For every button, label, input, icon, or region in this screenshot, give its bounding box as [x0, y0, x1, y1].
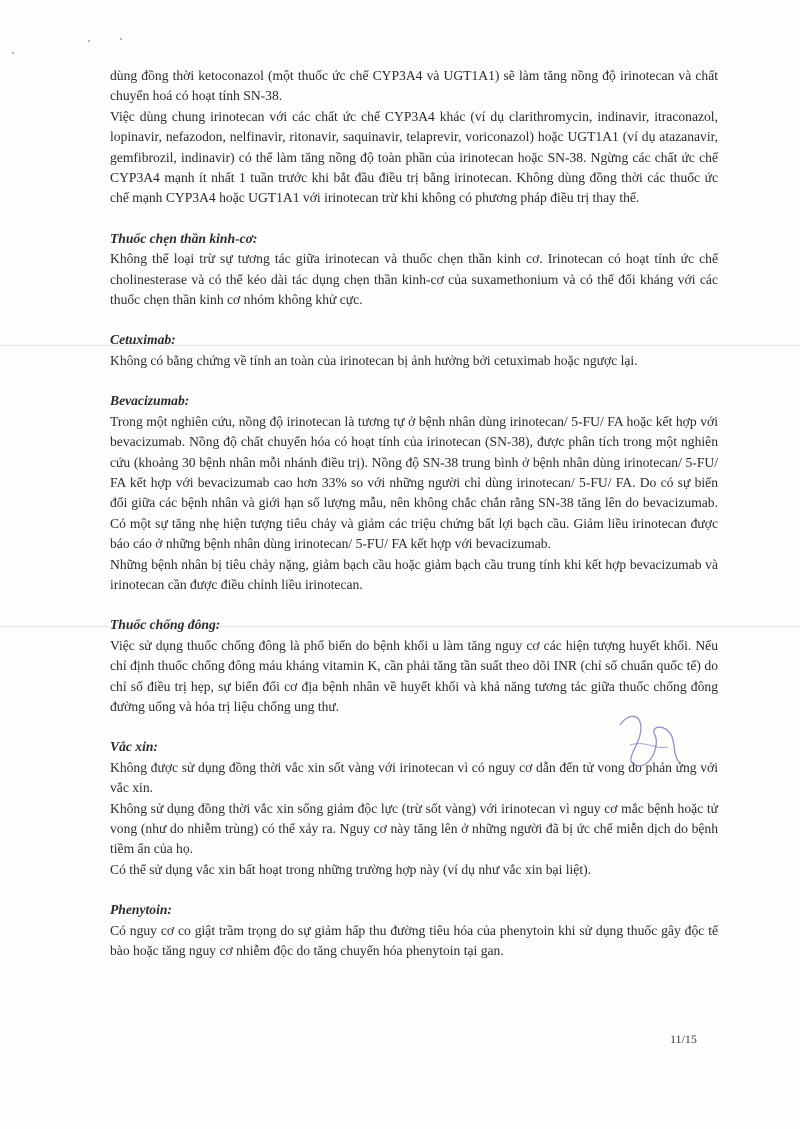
section-heading: Cetuximab:	[110, 332, 176, 348]
scan-speck	[12, 52, 14, 54]
signature-mark	[600, 705, 690, 775]
section-heading: Thuốc chẹn thần kinh-cơ:	[110, 230, 258, 246]
body-paragraph: dùng đồng thời ketoconazol (một thuốc ức chế CYP3A4 và UGT1A1) sẽ làm tăng nồng độ irinotecan và chất chuyển hoá có hoạt tính SN-38.	[110, 68, 718, 104]
section-heading: Thuốc chống đông:	[110, 617, 221, 633]
section-neuromuscular-blockers	[110, 229, 718, 311]
body-paragraph: Việc sử dụng thuốc chống đông là phổ biến do bệnh khối u làm tăng nguy cơ các hiện tượng huyết khối. Nếu chỉ định thuốc chống đông máu kháng vitamin K, cần phải tăng tần suất theo dõi INR (chỉ số chuẩn quốc tế) do chỉ số điều trị hẹp, sự biến đổi cơ địa bệnh nhân về huyết khối và khả năng tương tác giữa thuốc chống đông đường uống và hóa trị liệu chống ung thư.	[110, 637, 718, 714]
section-heading: Vắc xin:	[110, 739, 158, 755]
body-paragraph: Có nguy cơ co giật trầm trọng do sự giảm hấp thu đường tiêu hóa của phenytoin khi sử dụng thuốc gây độc tế bào hoặc tăng nguy cơ nhiễm độc do tăng chuyển hóa phenytoin tại gan.	[110, 922, 718, 959]
body-paragraph: Có thể sử dụng vắc xin bất hoạt trong những trường hợp này (ví dụ như vắc xin bại liệt).	[110, 861, 592, 877]
section-heading: Bevacizumab:	[110, 393, 190, 409]
section-cetuximab	[110, 330, 718, 371]
body-paragraph: Những bệnh nhân bị tiêu chảy nặng, giảm bạch cầu hoặc giảm bạch cầu trung tính khi kết hợp bevacizumab và irinotecan cần được điều chỉnh liều irinotecan.	[110, 556, 718, 592]
body-paragraph: Không thể loại trừ sự tương tác giữa irinotecan và thuốc chẹn thần kinh cơ. Irinotecan có hoạt tính ức chế cholinesterase và có thể kéo dài tác dụng chẹn thần kinh-cơ của suxamethonium và có thể đối kháng với các thuốc chẹn thần kinh cơ nhóm không khử cực.	[110, 251, 718, 308]
body-paragraph: Không sử dụng đồng thời vắc xin sống giảm độc lực (trừ sốt vàng) với irinotecan vì nguy cơ mắc bệnh hoặc tử vong (như do nhiễm trùng) có thể xảy ra. Nguy cơ này tăng lên ở những người đã bị ức chế miễn dịch do bệnh tiềm ẩn của họ.	[110, 800, 718, 857]
section-bevacizumab	[110, 391, 718, 595]
section-heading: Phenytoin:	[110, 902, 172, 918]
body-paragraph: Không có bằng chứng về tính an toàn của irinotecan bị ảnh hưởng bởi cetuximab hoặc ngược lại.	[110, 352, 638, 368]
page-number: 11/15	[670, 1032, 697, 1046]
document-body	[110, 66, 718, 961]
body-paragraph: Không được sử dụng đồng thời vắc xin sốt vàng với irinotecan vì có nguy cơ dẫn đến tử vong do phản ứng với vắc xin.	[110, 759, 718, 796]
body-paragraph: Trong một nghiên cứu, nồng độ irinotecan là tương tự ở bệnh nhân dùng irinotecan/ 5-FU/ FA hoặc kết hợp với bevacizumab. Nồng độ chất chuyển hóa có hoạt tính của irinotecan (SN-38), được phân tích trong một nghiên cứu (khoảng 30 bệnh nhân mỗi nhánh điều trị). Nồng độ SN-38 trung bình ở bệnh nhân dùng irinotecan/ 5-FU/ FA kết hợp với bevacizumab cao hơn 33% so với những người chỉ dùng irinotecan/ 5-FU/ FA. Do có sự biến đổi giữa các bệnh nhân và giới hạn số lượng mẫu, nên không chắc chắn rằng SN-38 tăng lên do bevacizumab. Có một sự tăng nhẹ hiện tượng tiêu chảy và giảm các triệu chứng bất lợi bạch cầu. Giảm liều irinotecan được báo cáo ở những bệnh nhân dùng irinotecan/ 5-FU/ FA kết hợp với bevacizumab.	[110, 413, 718, 552]
section-phenytoin	[110, 900, 718, 961]
body-paragraph: Việc dùng chung irinotecan với các chất ức chế CYP3A4 khác (ví dụ clarithromycin, indinavir, itraconazol, lopinavir, nefazodon, nelfinavir, ritonavir, saquinavir, telaprevir, voriconazol) hoặc UGT1A1 (ví dụ atazanavir, gemfibrozil, indinavir) có thể làm tăng nồng độ toàn phần của irinotecan hoặc SN-38. Ngừng các chất ức chế CYP3A4 mạnh ít nhất 1 tuần trước khi bắt đầu điều trị bằng irinotecan. Không dùng đồng thời các thuốc ức chế mạnh CYP3A4 hoặc UGT1A1 với irinotecan trừ khi không có phương pháp điều trị thay thế.	[110, 108, 718, 206]
section-anticoagulants	[110, 615, 718, 717]
scan-speck	[120, 38, 122, 40]
scan-speck	[88, 40, 90, 42]
